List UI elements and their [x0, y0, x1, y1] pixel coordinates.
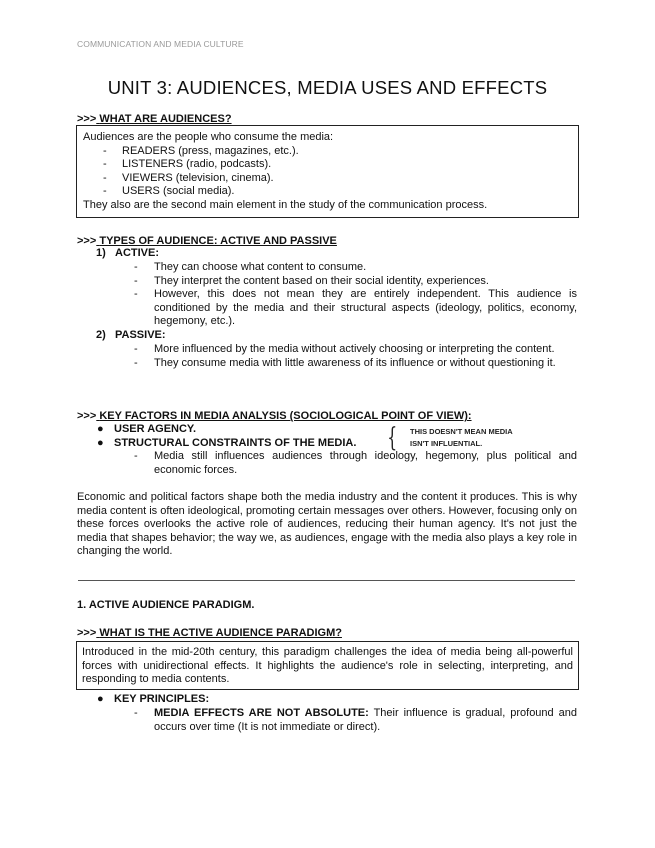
principle-title: MEDIA EFFECTS ARE NOT ABSOLUTE:: [154, 707, 369, 719]
list-item: - They interpret the content based on their social identity, experiences.: [134, 275, 577, 289]
factor-text: USER AGENCY.: [114, 423, 197, 435]
active-label: [96, 247, 159, 259]
paradigm-definition-box: Introduced in the mid-20th century, this paradigm challenges the idea of media being all-powerful forces with unidirectional effects. It highlights the audience's role in selecting, interpreting, and responding to media contents.: [76, 641, 579, 690]
audience-types-list: [83, 145, 572, 199]
audiences-intro: Audiences are the people who consume the media:: [83, 131, 334, 143]
list-item: - They can choose what content to consume.: [134, 261, 577, 275]
curly-brace-icon: {: [387, 423, 398, 453]
margin-note-line1: THIS DOESN'T MEAN MEDIA: [410, 427, 513, 436]
heading-arrows: >>>: [77, 627, 97, 639]
factor-text: STRUCTURAL CONSTRAINTS OF THE MEDIA.: [114, 437, 357, 449]
section-title-active-audience: 1. ACTIVE AUDIENCE PARADIGM.: [77, 599, 255, 611]
list-item: - They consume media with little awareness of its influence or without questioning it.: [134, 357, 577, 371]
list-item: - More influenced by the media without actively choosing or interpreting the content.: [134, 343, 577, 357]
heading-arrows: >>>: [77, 235, 97, 247]
heading-arrows: >>>: [77, 410, 97, 422]
audiences-closing: They also are the second main element in the study of the communication process.: [83, 198, 488, 211]
factors-paragraph: Economic and political factors shape both the media industry and the content it produces. This is why media content is often ideological, promoting certain messages over others. However, focusing only on these forces overlooks the active role of audiences, reducing their human agency. It's not just the media that shapes behavior; the way we, as audiences, engage with the media also plays a key role in changing the world.: [77, 491, 577, 558]
list-item: - However, this does not mean they are entirely independent. This audience is conditioned by the media and their structural aspects (ideology, politics, economy, hegemony, etc.).: [134, 288, 577, 329]
heading-arrows: >>>: [77, 113, 97, 125]
heading-what-are-audiences: [77, 113, 232, 125]
heading-text: WHAT ARE AUDIENCES?: [99, 113, 232, 125]
active-traits-list: [134, 261, 577, 329]
list-item: - USERS (social media).: [103, 185, 572, 199]
principle-text: Their influence is gradual, profound and occurs over time (It is not immediate or direct).: [154, 707, 577, 733]
list-item: - READERS (press, magazines, etc.).: [103, 145, 572, 159]
passive-traits-list: [134, 343, 577, 370]
principle-media-effects: [134, 707, 577, 734]
passive-title: PASSIVE:: [115, 329, 166, 341]
active-title: ACTIVE:: [115, 247, 159, 259]
heading-text: TYPES OF AUDIENCE: ACTIVE AND PASSIVE: [99, 235, 337, 247]
bullet-icon: ●: [97, 437, 104, 449]
list-item: - VIEWERS (television, cinema).: [103, 172, 572, 186]
heading-key-factors: [77, 410, 472, 422]
list-item: - LISTENERS (radio, podcasts).: [103, 158, 572, 172]
heading-types-of-audience: [77, 235, 337, 247]
list-number: 2): [96, 329, 106, 341]
section-divider: [78, 580, 575, 581]
list-item: - Media still influences audiences through ideology, hegemony, plus political and economic forces.: [134, 450, 577, 477]
key-principles-label: [97, 693, 209, 705]
factor-structural-constraints: [97, 437, 356, 449]
bullet-icon: ●: [97, 693, 104, 705]
page-title: UNIT 3: AUDIENCES, MEDIA USES AND EFFECTS: [107, 77, 548, 98]
heading-what-is-paradigm: [77, 627, 342, 639]
heading-text: WHAT IS THE ACTIVE AUDIENCE PARADIGM?: [99, 627, 342, 639]
audiences-definition-box: [76, 125, 579, 218]
principles-text: KEY PRINCIPLES:: [114, 693, 210, 705]
passive-label: [96, 329, 166, 341]
running-header: COMMUNICATION AND MEDIA CULTURE: [77, 39, 244, 49]
heading-text: KEY FACTORS IN MEDIA ANALYSIS (SOCIOLOGICAL POINT OF VIEW):: [99, 410, 472, 422]
structural-sub-list: [134, 450, 577, 477]
margin-note-line2: ISN'T INFLUENTIAL.: [410, 439, 483, 448]
factor-user-agency: [97, 423, 196, 435]
bullet-icon: ●: [97, 423, 104, 435]
list-number: 1): [96, 247, 106, 259]
